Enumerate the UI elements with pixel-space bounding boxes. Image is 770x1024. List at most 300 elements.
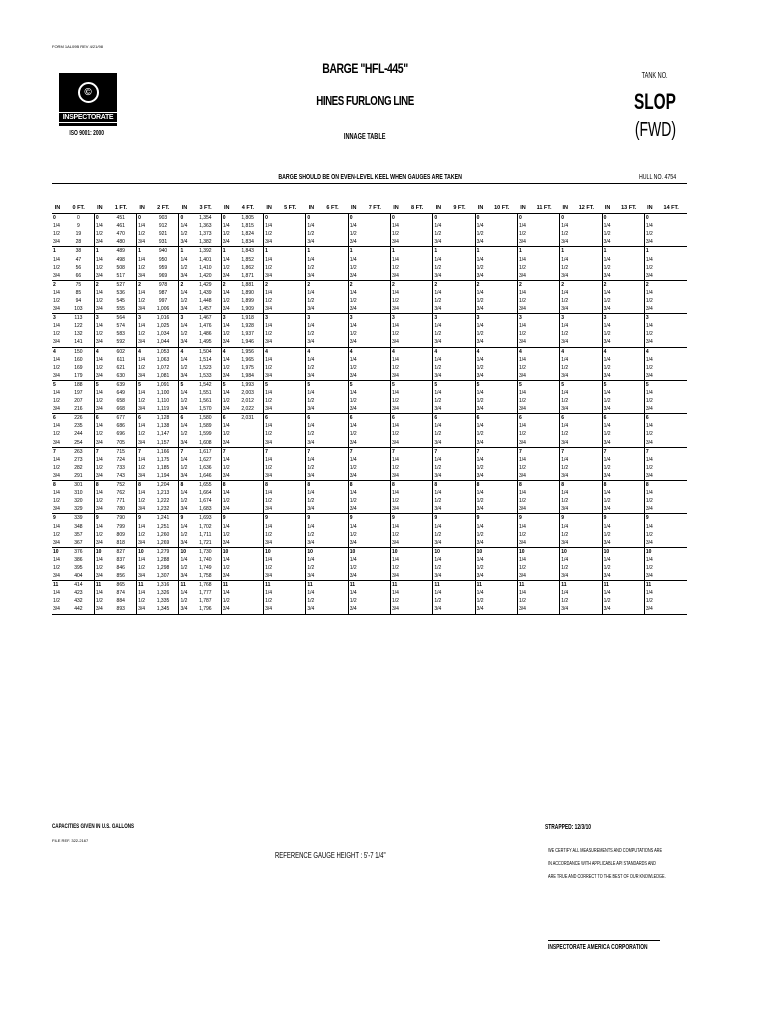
- inch-label: 1/4: [560, 456, 571, 464]
- volume-cell: 1,608: [199, 439, 212, 446]
- inch-label: 10: [644, 547, 655, 556]
- volume-cell: [444, 272, 475, 281]
- inch-label: 1/4: [348, 222, 359, 230]
- inch-label: 1: [52, 247, 63, 256]
- volume-cell: 498: [116, 256, 125, 263]
- inch-label: 0: [348, 214, 359, 223]
- volume-cell: [571, 422, 602, 430]
- volume-cell: [275, 264, 306, 272]
- inch-label: 1/4: [391, 222, 402, 230]
- inch-label: 3/4: [433, 238, 444, 247]
- inch-label: 1/2: [53, 364, 60, 371]
- volume-cell: [655, 547, 687, 556]
- volume-cell: [613, 556, 644, 564]
- inch-label: 1/2: [391, 464, 402, 472]
- inch-label: 1/4: [264, 522, 275, 530]
- volume-cell: 122: [74, 323, 83, 330]
- table-row: [52, 305, 687, 314]
- volume-cell: [359, 322, 390, 330]
- inch-label: 1/2: [306, 464, 317, 472]
- inch-label: 9: [52, 514, 63, 523]
- inch-label: 11: [433, 581, 444, 590]
- inch-label: 1/2: [137, 430, 148, 438]
- inch-label: 1/4: [53, 423, 60, 430]
- volume-cell: [444, 547, 475, 556]
- volume-cell: 715: [105, 447, 136, 456]
- inch-label: 3/4: [348, 572, 359, 581]
- volume-cell: [317, 280, 348, 289]
- volume-cell: [317, 531, 348, 539]
- volume-cell: [317, 581, 348, 590]
- inch-label: 1/2: [475, 597, 486, 605]
- volume-cell: [232, 564, 263, 572]
- inch-label: 1/4: [560, 356, 571, 364]
- inch-label: 3/4: [517, 238, 528, 247]
- inch-label: 0: [560, 214, 571, 223]
- feet-column-header: 14 FT.: [655, 203, 687, 214]
- volume-cell: 1,251: [156, 523, 170, 530]
- volume-cell: [486, 430, 517, 438]
- inch-label: 3: [475, 314, 486, 323]
- volume-cell: [317, 597, 348, 605]
- volume-cell: [655, 422, 687, 430]
- inch-label: 3/4: [94, 405, 105, 414]
- tank-name: SLOP: [634, 89, 676, 114]
- volume-cell: 1,467: [190, 314, 221, 323]
- table-row: [52, 605, 687, 614]
- volume-cell: [275, 330, 306, 338]
- volume-cell: [444, 572, 475, 581]
- inch-label: 3/4: [94, 505, 105, 514]
- inch-label: 1/4: [221, 556, 232, 564]
- volume-cell: [528, 497, 559, 505]
- inch-label: 1/4: [517, 522, 528, 530]
- volume-cell: [359, 389, 390, 397]
- inch-label: 4: [137, 347, 148, 356]
- volume-cell: [232, 456, 263, 464]
- inch-label: 1/2: [475, 330, 486, 338]
- inch-label: 3/4: [391, 605, 402, 614]
- inch-label: 1/4: [391, 255, 402, 263]
- inch-label: 3/4: [221, 505, 232, 514]
- inch-column-header: IN: [264, 203, 275, 214]
- inch-label: 6: [52, 414, 63, 423]
- volume-cell: [359, 338, 390, 347]
- inch-label: 1/4: [348, 522, 359, 530]
- volume-cell: [655, 255, 687, 263]
- inch-label: 1/2: [348, 564, 359, 572]
- inch-label: 3/4: [306, 539, 317, 548]
- volume-cell: [359, 589, 390, 597]
- volume-cell: 1,561: [199, 398, 212, 405]
- volume-cell: [655, 397, 687, 405]
- volume-cell: [275, 456, 306, 464]
- volume-cell: [571, 489, 602, 497]
- volume-cell: 461: [116, 223, 125, 230]
- inch-label: 3/4: [644, 439, 655, 448]
- volume-cell: 0: [63, 214, 94, 223]
- inch-label: 1/4: [53, 323, 60, 330]
- inch-label: 9: [179, 514, 190, 523]
- inch-label: 3/4: [602, 272, 613, 281]
- inch-label: 1/2: [644, 397, 655, 405]
- inch-label: 3/4: [602, 338, 613, 347]
- inch-label: 1/4: [475, 322, 486, 330]
- inch-label: 1/2: [348, 464, 359, 472]
- volume-cell: [317, 522, 348, 530]
- inch-column-header: IN: [348, 203, 359, 214]
- volume-cell: [402, 605, 433, 614]
- volume-cell: 1,721: [199, 539, 212, 546]
- inch-label: 6: [560, 414, 571, 423]
- volume-cell: [275, 280, 306, 289]
- inch-label: 0: [94, 214, 105, 223]
- inch-label: 11: [475, 581, 486, 590]
- volume-cell: [655, 522, 687, 530]
- inch-label: 3/4: [644, 372, 655, 381]
- volume-cell: [359, 472, 390, 481]
- inch-label: 1/2: [306, 564, 317, 572]
- inch-label: 4: [433, 347, 444, 356]
- inch-label: 1/2: [517, 297, 528, 305]
- inch-label: 1/4: [94, 222, 105, 230]
- volume-cell: 1,457: [199, 306, 212, 313]
- inch-label: 1/4: [179, 456, 190, 464]
- inch-label: 10: [560, 547, 571, 556]
- inch-label: 3/4: [517, 405, 528, 414]
- inch-label: 3/4: [179, 472, 190, 481]
- volume-cell: [444, 522, 475, 530]
- volume-cell: [402, 264, 433, 272]
- inch-label: 2: [644, 280, 655, 289]
- inch-label: 1/2: [517, 397, 528, 405]
- volume-cell: [486, 547, 517, 556]
- inch-label: 1: [348, 247, 359, 256]
- volume-cell: [486, 356, 517, 364]
- inch-label: 1/2: [475, 564, 486, 572]
- volume-cell: [486, 305, 517, 314]
- feet-column-header: 13 FT.: [613, 203, 644, 214]
- inch-label: 1/4: [560, 322, 571, 330]
- inch-label: 4: [94, 347, 105, 356]
- volume-cell: [444, 472, 475, 481]
- volume-cell: 1,486: [199, 331, 212, 338]
- volume-cell: [444, 305, 475, 314]
- inch-label: 3/4: [306, 472, 317, 481]
- volume-cell: [528, 522, 559, 530]
- volume-cell: [613, 564, 644, 572]
- inch-label: 3/4: [53, 539, 60, 546]
- inch-label: 2: [560, 280, 571, 289]
- volume-cell: 9: [77, 223, 80, 230]
- inch-label: 8: [517, 481, 528, 490]
- volume-cell: 874: [116, 590, 125, 597]
- inch-label: 3/4: [644, 238, 655, 247]
- inch-label: 10: [94, 547, 105, 556]
- volume-cell: [232, 605, 263, 614]
- inch-label: 3: [221, 314, 232, 323]
- volume-cell: [275, 356, 306, 364]
- inch-label: 4: [644, 347, 655, 356]
- volume-cell: [571, 547, 602, 556]
- volume-cell: 1,044: [156, 339, 170, 346]
- volume-cell: 931: [158, 239, 168, 246]
- inch-label: 10: [52, 547, 63, 556]
- inch-label: 1/2: [221, 564, 232, 572]
- volume-cell: [317, 364, 348, 372]
- volume-cell: [402, 481, 433, 490]
- table-row: [52, 505, 687, 514]
- volume-cell: [486, 347, 517, 356]
- inch-label: 8: [602, 481, 613, 490]
- volume-cell: [275, 547, 306, 556]
- volume-cell: [528, 322, 559, 330]
- volume-cell: [486, 255, 517, 263]
- volume-cell: [571, 414, 602, 423]
- volume-cell: [275, 514, 306, 523]
- inch-label: 1/2: [602, 330, 613, 338]
- table-row: [52, 497, 687, 505]
- volume-cell: [317, 514, 348, 523]
- volume-cell: [402, 522, 433, 530]
- inch-label: 1/2: [179, 330, 190, 338]
- volume-cell: 235: [74, 423, 83, 430]
- inch-label: 4: [602, 347, 613, 356]
- volume-cell: 724: [116, 456, 125, 463]
- inch-label: 3/4: [517, 439, 528, 448]
- inch-label: 1/4: [391, 522, 402, 530]
- volume-cell: [613, 589, 644, 597]
- inch-label: 9: [94, 514, 105, 523]
- volume-cell: 480: [116, 239, 125, 246]
- inch-label: 1/4: [348, 255, 359, 263]
- inch-label: 1/4: [306, 456, 317, 464]
- volume-cell: [655, 272, 687, 281]
- inch-label: 1/4: [644, 255, 655, 263]
- volume-cell: [402, 255, 433, 263]
- inch-label: 2: [52, 280, 63, 289]
- inch-label: 9: [391, 514, 402, 523]
- inch-label: 1/2: [475, 297, 486, 305]
- inch-label: 1/2: [53, 464, 60, 471]
- volume-cell: 1,166: [148, 447, 179, 456]
- inch-label: 1/2: [137, 597, 148, 605]
- volume-cell: [275, 581, 306, 590]
- table-row: [52, 514, 687, 523]
- volume-cell: [359, 289, 390, 297]
- inch-label: 3/4: [53, 472, 60, 479]
- inch-label: 3/4: [348, 605, 359, 614]
- inch-label: 1/2: [221, 430, 232, 438]
- volume-cell: 743: [116, 472, 125, 479]
- inch-label: 1/2: [179, 430, 190, 438]
- inch-label: 1/2: [94, 597, 105, 605]
- volume-cell: 1,580: [190, 414, 221, 423]
- inch-label: 1/2: [348, 497, 359, 505]
- inch-label: 3/4: [306, 272, 317, 281]
- inch-label: 1/4: [53, 256, 60, 263]
- volume-cell: [317, 222, 348, 230]
- volume-cell: [402, 356, 433, 364]
- volume-cell: 216: [74, 406, 83, 413]
- inch-label: 3/4: [391, 505, 402, 514]
- volume-cell: 1,420: [199, 272, 212, 279]
- inch-label: 1/4: [53, 456, 60, 463]
- inch-label: 1/2: [94, 564, 105, 572]
- volume-cell: [359, 255, 390, 263]
- volume-cell: [359, 305, 390, 314]
- volume-cell: 1,928: [241, 323, 254, 330]
- volume-cell: 1,401: [199, 256, 212, 263]
- volume-cell: [613, 389, 644, 397]
- volume-cell: [528, 222, 559, 230]
- volume-cell: 414: [63, 581, 94, 590]
- volume-cell: [571, 356, 602, 364]
- inch-label: 3/4: [306, 305, 317, 314]
- volume-cell: [275, 238, 306, 247]
- volume-cell: [232, 539, 263, 548]
- inch-label: 7: [348, 447, 359, 456]
- inch-label: 2: [475, 280, 486, 289]
- inch-label: 3/4: [602, 572, 613, 581]
- inch-label: 3/4: [179, 405, 190, 414]
- inch-label: 1/2: [264, 230, 275, 238]
- volume-cell: 1,965: [241, 356, 254, 363]
- table-row: [52, 330, 687, 338]
- volume-cell: 1,373: [199, 231, 212, 238]
- volume-cell: [613, 330, 644, 338]
- inch-label: 1/2: [137, 464, 148, 472]
- volume-cell: 1,157: [156, 439, 170, 446]
- inch-label: 1/4: [391, 589, 402, 597]
- volume-cell: [655, 372, 687, 381]
- inch-label: 9: [433, 514, 444, 523]
- volume-cell: [613, 272, 644, 281]
- inch-label: 9: [306, 514, 317, 523]
- table-row: [52, 397, 687, 405]
- inch-label: 1/2: [560, 364, 571, 372]
- volume-cell: [232, 422, 263, 430]
- inch-label: 1/2: [348, 597, 359, 605]
- volume-cell: 884: [116, 598, 125, 605]
- inch-label: 3/4: [391, 238, 402, 247]
- inch-label: 1/4: [94, 489, 105, 497]
- volume-cell: [571, 230, 602, 238]
- innage-table: [52, 203, 687, 615]
- volume-cell: [528, 472, 559, 481]
- volume-cell: [655, 564, 687, 572]
- volume-cell: 2,003: [241, 390, 254, 397]
- inch-label: 3/4: [644, 605, 655, 614]
- inch-label: 3/4: [391, 572, 402, 581]
- inch-label: 6: [94, 414, 105, 423]
- table-row: [52, 364, 687, 372]
- inch-label: 5: [560, 380, 571, 389]
- inch-label: 1/2: [391, 564, 402, 572]
- inch-label: 5: [602, 380, 613, 389]
- volume-cell: [317, 605, 348, 614]
- volume-cell: 555: [116, 306, 125, 313]
- inch-label: 3/4: [348, 505, 359, 514]
- volume-cell: [486, 522, 517, 530]
- inch-label: 1/2: [517, 564, 528, 572]
- volume-cell: 320: [74, 498, 83, 505]
- inch-label: 5: [348, 380, 359, 389]
- inch-label: 3/4: [602, 238, 613, 247]
- table-row: [52, 380, 687, 389]
- inch-label: 1/4: [560, 522, 571, 530]
- inch-label: 11: [264, 581, 275, 590]
- volume-cell: [486, 439, 517, 448]
- volume-cell: [275, 322, 306, 330]
- volume-cell: [528, 338, 559, 347]
- inch-label: 3/4: [348, 338, 359, 347]
- volume-cell: 1,072: [156, 364, 170, 371]
- inch-label: 1/2: [602, 597, 613, 605]
- inch-label: 1/4: [264, 356, 275, 364]
- volume-cell: [486, 456, 517, 464]
- inch-column-header: IN: [602, 203, 613, 214]
- volume-cell: [486, 497, 517, 505]
- volume-cell: [275, 314, 306, 323]
- feet-column-header: 9 FT.: [444, 203, 475, 214]
- inch-label: 2: [391, 280, 402, 289]
- volume-cell: [655, 405, 687, 414]
- inch-label: 1/2: [517, 597, 528, 605]
- volume-cell: [444, 564, 475, 572]
- volume-cell: 19: [75, 231, 82, 238]
- volume-cell: [655, 322, 687, 330]
- inch-label: 1/4: [602, 456, 613, 464]
- inch-label: 1/4: [475, 222, 486, 230]
- volume-cell: [613, 238, 644, 247]
- inch-label: 9: [221, 514, 232, 523]
- volume-cell: [359, 547, 390, 556]
- volume-cell: [528, 456, 559, 464]
- feet-column-header: 1 FT.: [105, 203, 136, 214]
- inch-label: 1/2: [137, 230, 148, 238]
- inch-label: 1/4: [221, 222, 232, 230]
- volume-cell: 677: [105, 414, 136, 423]
- table-row: [52, 422, 687, 430]
- volume-cell: 1,824: [241, 231, 254, 238]
- inch-label: 1/4: [264, 322, 275, 330]
- inch-label: 3/4: [137, 572, 148, 581]
- volume-cell: [317, 472, 348, 481]
- volume-cell: [402, 238, 433, 247]
- inch-label: 3/4: [94, 372, 105, 381]
- volume-cell: [444, 214, 475, 223]
- volume-cell: [402, 222, 433, 230]
- volume-cell: [232, 447, 263, 456]
- inch-label: 3/4: [644, 338, 655, 347]
- inch-label: 3/4: [264, 405, 275, 414]
- inch-label: 1/2: [94, 497, 105, 505]
- volume-cell: 912: [158, 223, 168, 230]
- volume-cell: 1,119: [156, 406, 170, 413]
- inch-label: 3/4: [560, 572, 571, 581]
- inch-label: 1/2: [560, 230, 571, 238]
- volume-cell: [359, 531, 390, 539]
- volume-cell: [613, 456, 644, 464]
- volume-cell: 1,664: [199, 490, 212, 497]
- inch-label: 1/2: [602, 264, 613, 272]
- inch-label: 3/4: [560, 372, 571, 381]
- inch-label: 1/4: [94, 255, 105, 263]
- volume-cell: [317, 539, 348, 548]
- iso-certification: ISO 9001: 2000: [69, 130, 105, 137]
- volume-cell: 1,711: [199, 531, 212, 538]
